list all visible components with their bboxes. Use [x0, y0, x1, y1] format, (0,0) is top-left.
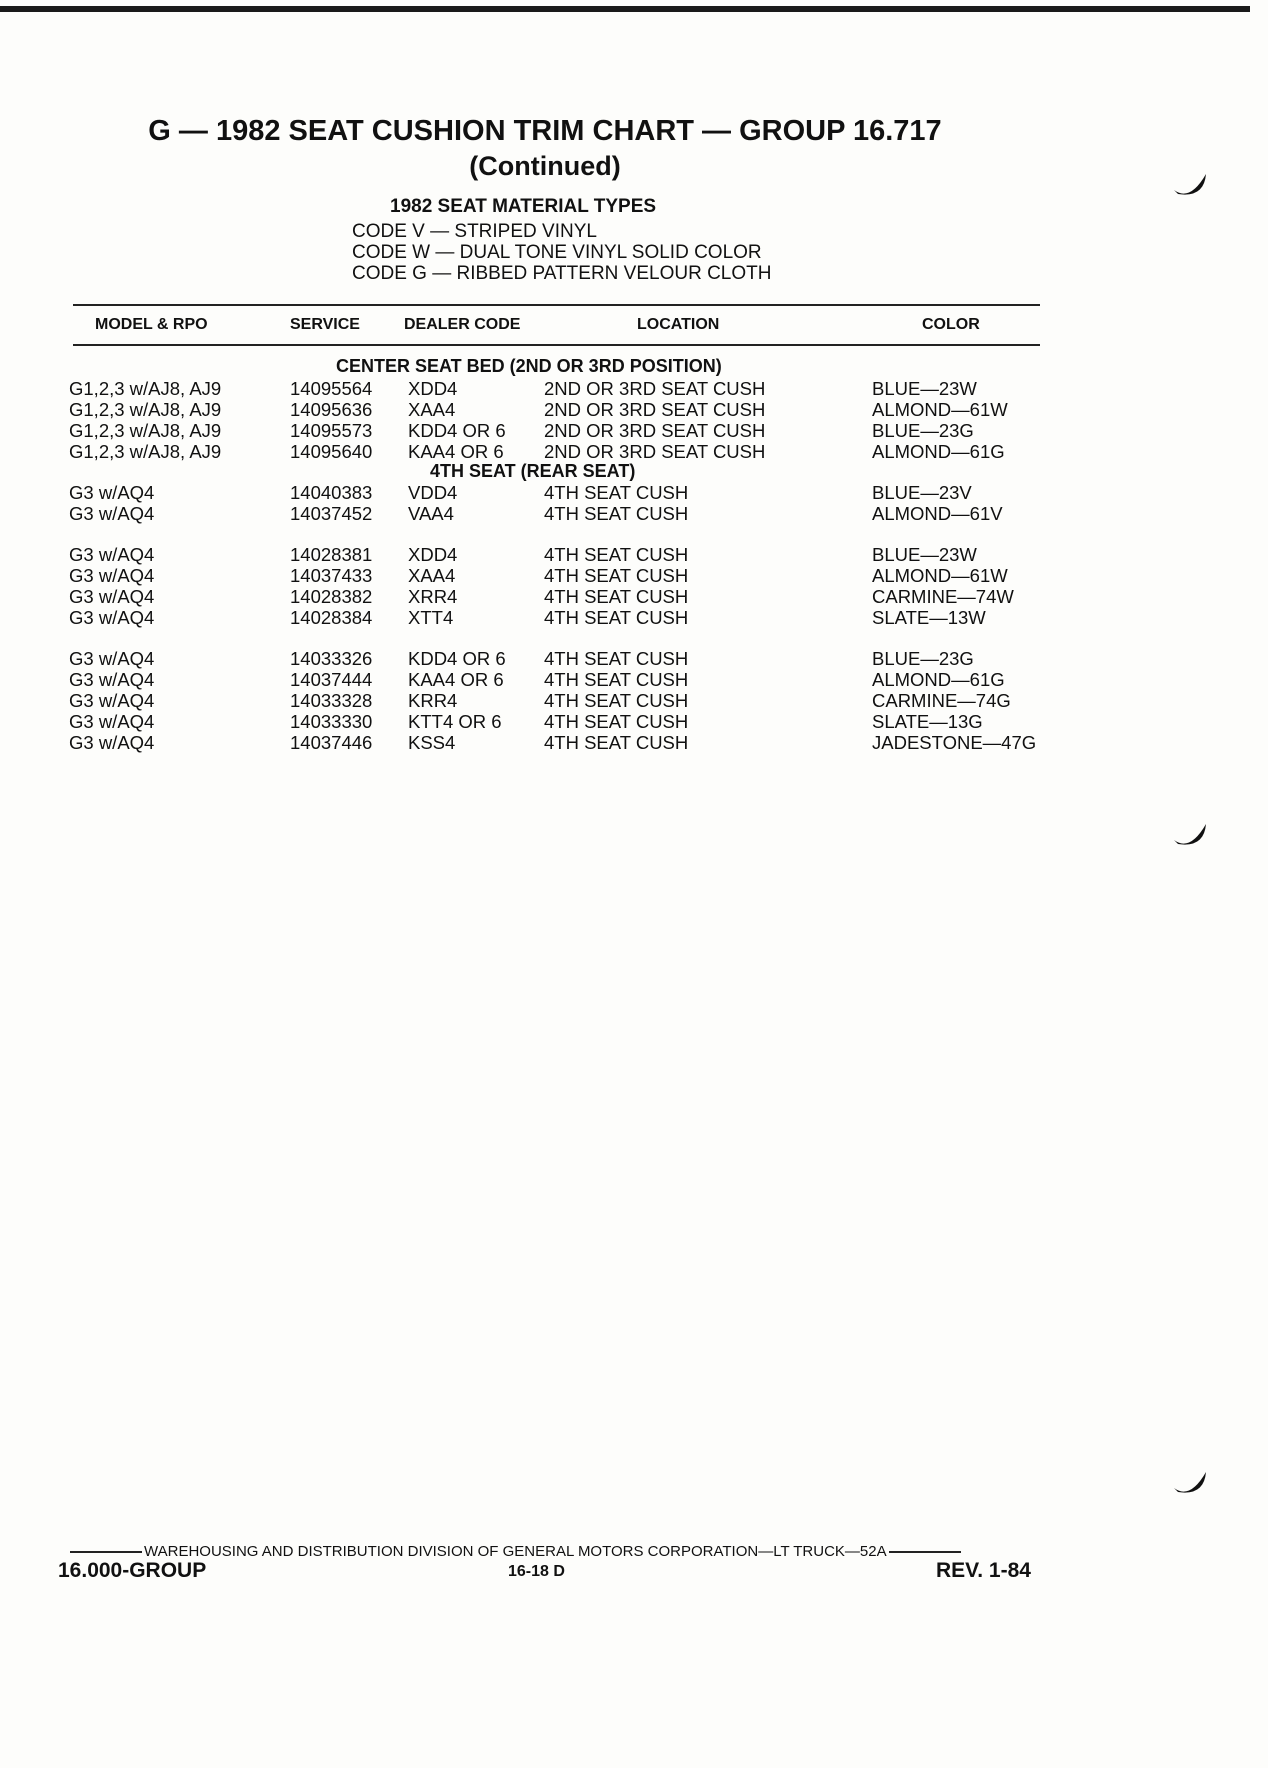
- cell-dealer: KSS4: [408, 732, 456, 753]
- cell-dealer: XDD4: [408, 378, 458, 399]
- table-row: [0, 690, 1268, 711]
- material-code-v: CODE V — STRIPED VINYL: [352, 221, 597, 242]
- cell-location: 4TH SEAT CUSH: [544, 648, 689, 669]
- cell-location: 4TH SEAT CUSH: [544, 690, 689, 711]
- table-row: [0, 441, 1268, 462]
- cell-location: 2ND OR 3RD SEAT CUSH: [544, 399, 766, 420]
- cell-dealer: VDD4: [408, 482, 458, 503]
- cell-service: 14037452: [290, 503, 373, 524]
- cell-dealer: KDD4 OR 6: [408, 648, 506, 669]
- cell-model: G1,2,3 w/AJ8, AJ9: [69, 399, 222, 420]
- material-code-g: CODE G — RIBBED PATTERN VELOUR CLOTH: [352, 263, 772, 284]
- table-row: [0, 565, 1268, 586]
- cell-location: 2ND OR 3RD SEAT CUSH: [544, 441, 766, 462]
- footer-division-text: WAREHOUSING AND DISTRIBUTION DIVISION OF GENERAL MOTORS CORPORATION—LT TRUCK—52A: [144, 1543, 887, 1560]
- table-row: [0, 399, 1268, 420]
- cell-dealer: XRR4: [408, 586, 458, 607]
- cell-dealer: VAA4: [408, 503, 454, 524]
- cell-color: CARMINE—74W: [872, 586, 1014, 607]
- footer-page-number: 16-18 D: [508, 1563, 565, 1580]
- cell-location: 4TH SEAT CUSH: [544, 503, 689, 524]
- cell-color: BLUE—23G: [872, 420, 974, 441]
- cell-location: 4TH SEAT CUSH: [544, 732, 689, 753]
- cell-location: 4TH SEAT CUSH: [544, 586, 689, 607]
- cell-model: G3 w/AQ4: [69, 648, 155, 669]
- cell-dealer: XAA4: [408, 565, 456, 586]
- cell-model: G3 w/AQ4: [69, 711, 155, 732]
- cell-dealer: XTT4: [408, 607, 454, 628]
- cell-dealer: KAA4 OR 6: [408, 669, 504, 690]
- table-row: [0, 586, 1268, 607]
- binder-hole-icon: [1170, 1466, 1210, 1506]
- material-codes: [352, 221, 771, 284]
- table-row: [0, 711, 1268, 732]
- cell-color: BLUE—23W: [872, 544, 977, 565]
- cell-model: G3 w/AQ4: [69, 503, 155, 524]
- column-header-dealer-code: DEALER CODE: [404, 316, 521, 333]
- table-row: [0, 669, 1268, 690]
- cell-color: ALMOND—61W: [872, 399, 1008, 420]
- cell-dealer: KRR4: [408, 690, 458, 711]
- cell-service: 14095640: [290, 441, 373, 462]
- page-subtitle: (Continued): [469, 151, 621, 181]
- table-header-rule: [73, 344, 1040, 346]
- cell-location: 4TH SEAT CUSH: [544, 711, 689, 732]
- cell-service: 14037444: [290, 669, 373, 690]
- cell-location: 4TH SEAT CUSH: [544, 544, 689, 565]
- table-top-rule: [73, 304, 1040, 306]
- cell-service: 14095636: [290, 399, 373, 420]
- cell-model: G3 w/AQ4: [69, 669, 155, 690]
- cell-color: BLUE—23G: [872, 648, 974, 669]
- cell-service: 14037433: [290, 565, 373, 586]
- cell-model: G3 w/AQ4: [69, 690, 155, 711]
- table-row: [0, 648, 1268, 669]
- cell-service: 14095573: [290, 420, 373, 441]
- table-row: [0, 420, 1268, 441]
- cell-location: 4TH SEAT CUSH: [544, 565, 689, 586]
- cell-location: 2ND OR 3RD SEAT CUSH: [544, 420, 766, 441]
- table-row: [0, 378, 1268, 399]
- cell-color: BLUE—23V: [872, 482, 972, 503]
- cell-color: BLUE—23W: [872, 378, 977, 399]
- cell-location: 4TH SEAT CUSH: [544, 482, 689, 503]
- cell-color: JADESTONE—47G: [872, 732, 1037, 753]
- cell-dealer: XAA4: [408, 399, 456, 420]
- cell-color: SLATE—13W: [872, 607, 986, 628]
- cell-model: G3 w/AQ4: [69, 544, 155, 565]
- cell-service: 14040383: [290, 482, 373, 503]
- cell-location: 4TH SEAT CUSH: [544, 607, 689, 628]
- cell-service: 14028382: [290, 586, 373, 607]
- binder-hole-icon: [1170, 818, 1210, 858]
- column-header-model: MODEL & RPO: [95, 316, 208, 333]
- table-row: [0, 544, 1268, 565]
- cell-model: G3 w/AQ4: [69, 607, 155, 628]
- cell-model: G1,2,3 w/AJ8, AJ9: [69, 420, 222, 441]
- cell-model: G3 w/AQ4: [69, 732, 155, 753]
- cell-service: 14028384: [290, 607, 373, 628]
- cell-model: G1,2,3 w/AJ8, AJ9: [69, 378, 222, 399]
- cell-service: 14033326: [290, 648, 373, 669]
- cell-service: 14037446: [290, 732, 373, 753]
- cell-model: G3 w/AQ4: [69, 482, 155, 503]
- cell-service: 14028381: [290, 544, 373, 565]
- cell-model: G1,2,3 w/AJ8, AJ9: [69, 441, 222, 462]
- column-header-color: COLOR: [922, 316, 980, 333]
- column-header-service: SERVICE: [290, 316, 360, 333]
- cell-dealer: XDD4: [408, 544, 458, 565]
- page-title: G — 1982 SEAT CUSHION TRIM CHART — GROUP 16.717: [148, 115, 942, 147]
- section-heading-fourth-seat: 4TH SEAT (REAR SEAT): [430, 461, 636, 481]
- cell-color: CARMINE—74G: [872, 690, 1011, 711]
- column-header-location: LOCATION: [637, 316, 720, 333]
- binder-hole-icon: [1170, 168, 1210, 208]
- materials-heading: 1982 SEAT MATERIAL TYPES: [390, 196, 657, 217]
- cell-dealer: KDD4 OR 6: [408, 420, 506, 441]
- top-border-rule: [0, 6, 1250, 12]
- cell-color: ALMOND—61G: [872, 669, 1005, 690]
- table-row: [0, 607, 1268, 628]
- cell-dealer: KAA4 OR 6: [408, 441, 504, 462]
- footer-division-line: [68, 1543, 963, 1560]
- material-code-w: CODE W — DUAL TONE VINYL SOLID COLOR: [352, 242, 762, 263]
- cell-service: 14033330: [290, 711, 373, 732]
- section-heading-center-seat: CENTER SEAT BED (2ND OR 3RD POSITION): [336, 356, 722, 376]
- table-row: [0, 732, 1268, 753]
- cell-color: ALMOND—61W: [872, 565, 1008, 586]
- cell-location: 4TH SEAT CUSH: [544, 669, 689, 690]
- footer-group: 16.000-GROUP: [58, 1559, 207, 1582]
- cell-model: G3 w/AQ4: [69, 565, 155, 586]
- cell-dealer: KTT4 OR 6: [408, 711, 502, 732]
- table-row: [0, 482, 1268, 503]
- cell-service: 14033328: [290, 690, 373, 711]
- cell-color: ALMOND—61G: [872, 441, 1005, 462]
- footer-revision: REV. 1-84: [936, 1559, 1031, 1582]
- cell-model: G3 w/AQ4: [69, 586, 155, 607]
- table-row: [0, 503, 1268, 524]
- cell-color: ALMOND—61V: [872, 503, 1003, 524]
- cell-color: SLATE—13G: [872, 711, 983, 732]
- cell-service: 14095564: [290, 378, 373, 399]
- cell-location: 2ND OR 3RD SEAT CUSH: [544, 378, 766, 399]
